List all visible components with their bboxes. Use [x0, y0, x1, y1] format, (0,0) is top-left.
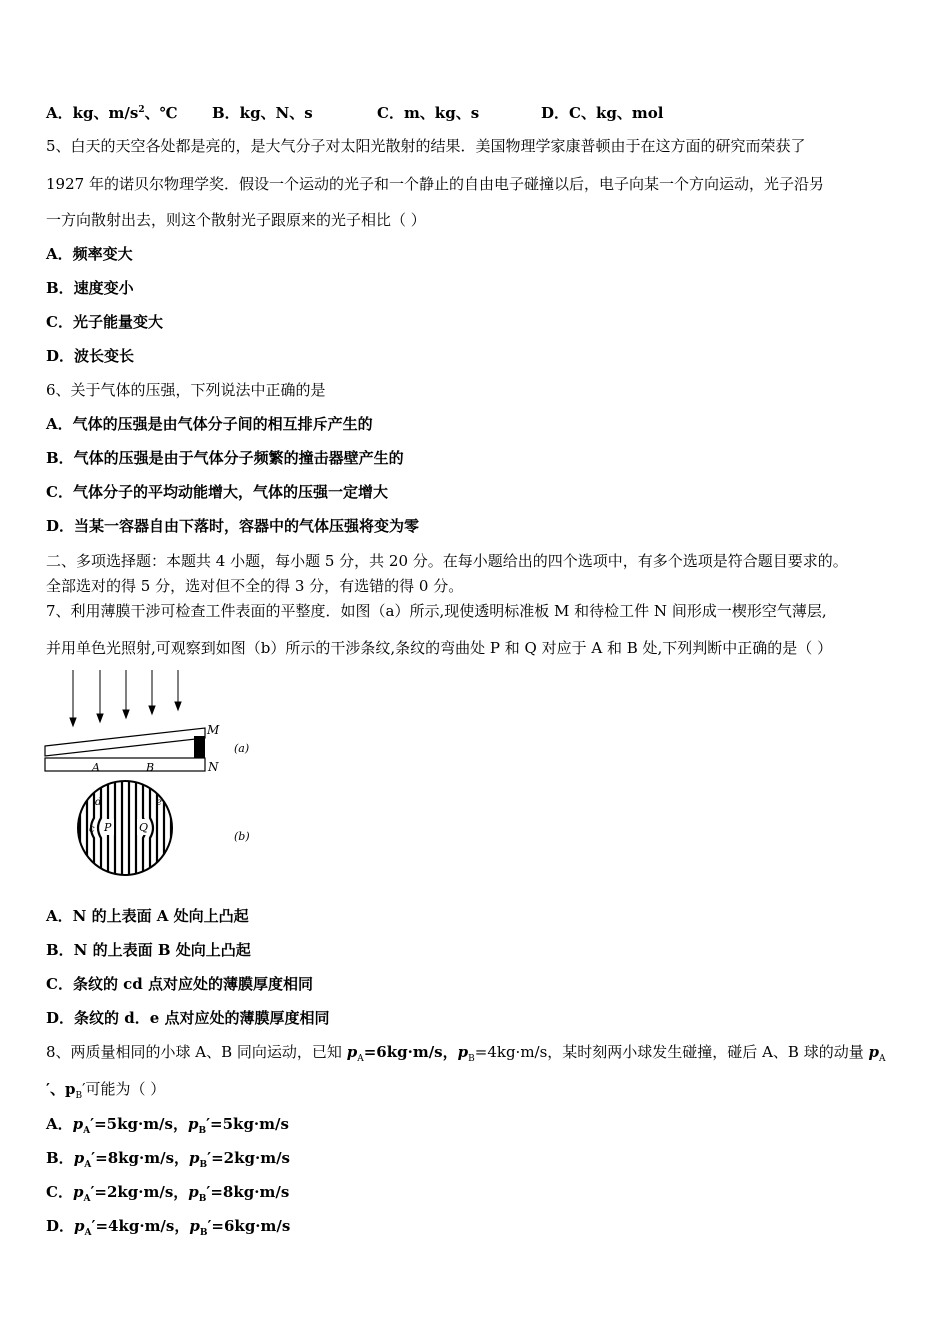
q6-stem: 6、关于气体的压强，下列说法中正确的是	[46, 381, 326, 399]
q5-stem-line2: 1927 年的诺贝尔物理学奖．假设一个运动的光子和一个静止的自由电子碰撞以后，电子向某一个方向运动，光子沿另	[46, 175, 824, 193]
label-fig-b: (b)	[234, 830, 250, 843]
label-d: d	[95, 797, 102, 808]
q4-option-b: B．kg、N、s	[212, 104, 313, 122]
workpiece-n	[45, 758, 205, 771]
label-q: Q	[139, 821, 149, 834]
q5-stem-line3: 一方向散射出去，则这个散射光子跟原来的光子相比（ ）	[46, 211, 426, 229]
q6-option-b: B．气体的压强是由于气体分子频繁的撞击器壁产生的	[46, 449, 404, 467]
q7-figure	[40, 668, 270, 878]
q5-stem-line1: 5、白天的天空各处都是亮的，是大气分子对太阳光散射的结果．美国物理学家康普顿由于在这方面的研究而荣获了	[46, 137, 806, 155]
label-e: e	[156, 797, 162, 808]
q7-option-d: D．条纹的 d．e 点对应处的薄膜厚度相同	[46, 1009, 330, 1027]
q5-option-d: D．波长变长	[46, 347, 135, 365]
label-a: A	[92, 761, 100, 774]
q8-option-d: D．$p_A'=4kg\cdot m/s$，$p_B'=6kg\cdot m/s$	[46, 1217, 291, 1238]
q8-option-b: B．$p_A'=8kg\cdot m/s$，$p_B'=2kg\cdot m/s$	[46, 1149, 290, 1170]
q8-option-a: A．$p_A'=5kg\cdot m/s$，$p_B'=5kg\cdot m/s$	[46, 1115, 289, 1136]
label-fig-a: (a)	[234, 742, 250, 755]
q6-option-a: A．气体的压强是由气体分子间的相互排斥产生的	[46, 415, 373, 433]
q7-option-b: B．N 的上表面 B 处向上凸起	[46, 941, 251, 959]
label-p: P	[104, 821, 112, 834]
label-b: B	[146, 761, 155, 774]
q5-option-c: C．光子能量变大	[46, 313, 163, 331]
section2-heading-line1: 二、多项选择题：本题共 4 小题，每小题 5 分，共 20 分。在每小题给出的四个选项中，有多个选项是符合题目要求的。	[46, 552, 848, 570]
plate-m	[45, 728, 205, 756]
light-rays	[70, 670, 181, 726]
q8-stem-line2: ′、$p_B'$可能为（ ）	[46, 1080, 166, 1101]
label-m: M	[207, 723, 220, 737]
q6-option-d: D．当某一容器自由下落时，容器中的气体压强将变为零	[46, 517, 420, 535]
q8-option-c: C．$p_A'=2kg\cdot m/s$，$p_B'=8kg\cdot m/s$	[46, 1183, 290, 1204]
q7-option-a: A．N 的上表面 A 处向上凸起	[46, 907, 249, 925]
q8-stem-line1: 8、两质量相同的小球 A、B 同向运动，已知 $p_A=6kg\cdot m/s$，$p_B=4kg\cdot m/s$，某时刻两小球发生碰撞，碰后 A、B 球的动量 $p_A$	[46, 1043, 886, 1064]
q6-option-c: C．气体分子的平均动能增大，气体的压强一定增大	[46, 483, 388, 501]
q4-option-c: C．m、kg、s	[377, 104, 480, 122]
q7-stem-line1: 7、利用薄膜干涉可检查工件表面的平整度．如图（a）所示,现使透明标准板 M 和待检工件 N 间形成一楔形空气薄层,	[46, 602, 827, 620]
wedge-spacer	[194, 736, 205, 758]
q4-option-a: A．kg、$m/s^2$、℃	[46, 104, 178, 122]
label-n: N	[208, 760, 219, 774]
q7-stem-line2: 并用单色光照射,可观察到如图（b）所示的干涉条纹,条纹的弯曲处 P 和 Q 对应于 A 和 B 处,下列判断中正确的是（ ）	[46, 639, 833, 657]
section2-heading-line2: 全部选对的得 5 分，选对但不全的得 3 分，有选错的得 0 分。	[46, 577, 464, 595]
q7-option-c: C．条纹的 cd 点对应处的薄膜厚度相同	[46, 975, 314, 993]
q4-option-d: D．C、kg、mol	[541, 104, 664, 122]
q5-option-a: A．频率变大	[46, 245, 133, 263]
label-c: c	[89, 824, 95, 835]
q5-option-b: B．速度变小	[46, 279, 134, 297]
